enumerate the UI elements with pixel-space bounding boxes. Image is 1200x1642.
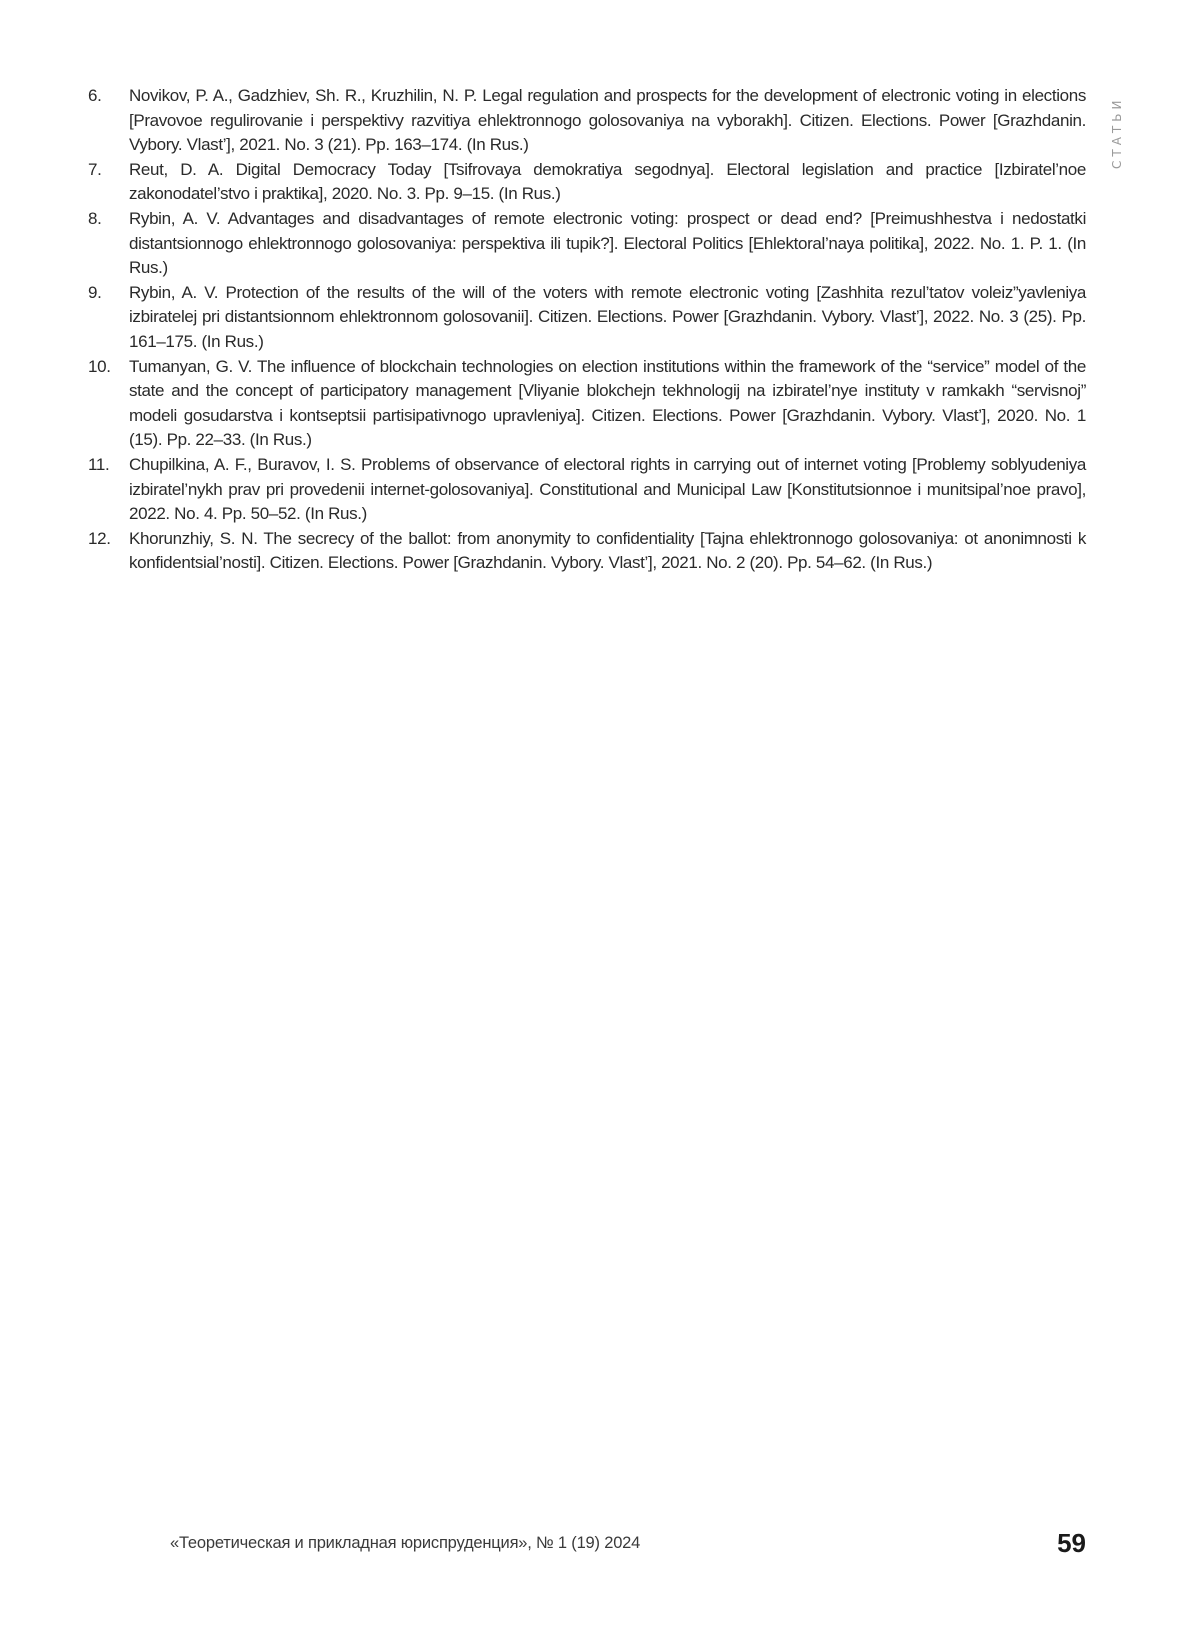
reference-item	[88, 207, 1086, 281]
page-number: 59	[1057, 1528, 1086, 1558]
reference-number: 10.	[88, 356, 111, 376]
reference-item	[88, 281, 1086, 355]
reference-text: Rybin, A. V. Protection of the results of the will of the voters with remote electronic voting [Zashhita rezul’tatov voleiz”yavleniya izbiratelej pri distantsionnom ehlektronnom golosovanii]. Citizen. Elections. Power [Grazhdanin. Vybory. Vlast’], 2022. No. 3 (25). Pp. 161–175. (In Rus.)	[129, 282, 1086, 351]
reference-text: Tumanyan, G. V. The influence of blockchain technologies on election institutions within the framework of the “service” model of the state and the concept of participatory management [Vliyanie blokchejn tekhnologij na izbiratel’nye instituty v ramkakh “servisnoj” modeli gosudarstva i kontseptsii partisipativnogo upravleniya]. Citizen. Elections. Power [Grazhdanin. Vybory. Vlast’], 2020. No. 1 (15). Pp. 22–33. (In Rus.)	[129, 356, 1086, 450]
reference-number: 6.	[88, 86, 102, 105]
reference-item	[88, 84, 1086, 158]
reference-item	[88, 527, 1086, 576]
reference-item	[88, 453, 1086, 527]
reference-text: Reut, D. A. Digital Democracy Today [Tsifrovaya demokratiya segodnya]. Electoral legislation and practice [Izbiratel’noe zakonodatel’stvo i praktika], 2020. No. 3. Pp. 9–15. (In Rus.)	[129, 159, 1086, 204]
reference-number: 11.	[88, 454, 110, 474]
reference-text: Chupilkina, A. F., Buravov, I. S. Problems of observance of electoral rights in carrying out of internet voting [Problemy soblyudeniya izbiratel’nykh prav pri provedenii internet-golosovaniya]. Constitutional and Municipal Law [Konstitutsionnoe i munitsipal’noe pravo], 2022. No. 4. Pp. 50–52. (In Rus.)	[129, 454, 1086, 524]
reference-text: Rybin, A. V. Advantages and disadvantages of remote electronic voting: prospect or dead end? [Preimushhestva i nedostatki distantsionnogo ehlektronnogo golosovaniya: perspektiva ili tupik?]. Electoral Politics [Ehlektoral’naya politika], 2022. No. 1. P. 1. (In Rus.)	[129, 208, 1086, 278]
reference-item	[88, 355, 1086, 453]
reference-number: 9.	[88, 282, 102, 302]
reference-list	[88, 84, 1086, 576]
reference-item	[88, 158, 1086, 207]
footer-journal-title: «Теоретическая и прикладная юриспруденция», № 1 (19) 2024	[170, 1534, 641, 1552]
reference-number: 8.	[88, 208, 102, 228]
reference-text: Novikov, P. A., Gadzhiev, Sh. R., Kruzhilin, N. P. Legal regulation and prospects for the development of electronic voting in elections [Pravovoe regulirovanie i perspektivy razvitiya ehlektronnogo golosovaniya na vyborakh]. Citizen. Elections. Power [Grazhdanin. Vybory. Vlast’], 2021. No. 3 (21). Pp. 163–174. (In Rus.)	[129, 86, 1086, 155]
reference-text: Khorunzhiy, S. N. The secrecy of the ballot: from anonymity to confidentiality [Tajna ehlektronnogo golosovaniya: ot anonimnosti k konfidentsial’nosti]. Citizen. Elections. Power [Grazhdanin. Vybory. Vlast’], 2021. No. 2 (20). Pp. 54–62. (In Rus.)	[129, 528, 1086, 573]
section-label: СТАТЬИ	[1110, 96, 1124, 169]
reference-number: 7.	[88, 159, 102, 179]
reference-number: 12.	[88, 528, 111, 548]
